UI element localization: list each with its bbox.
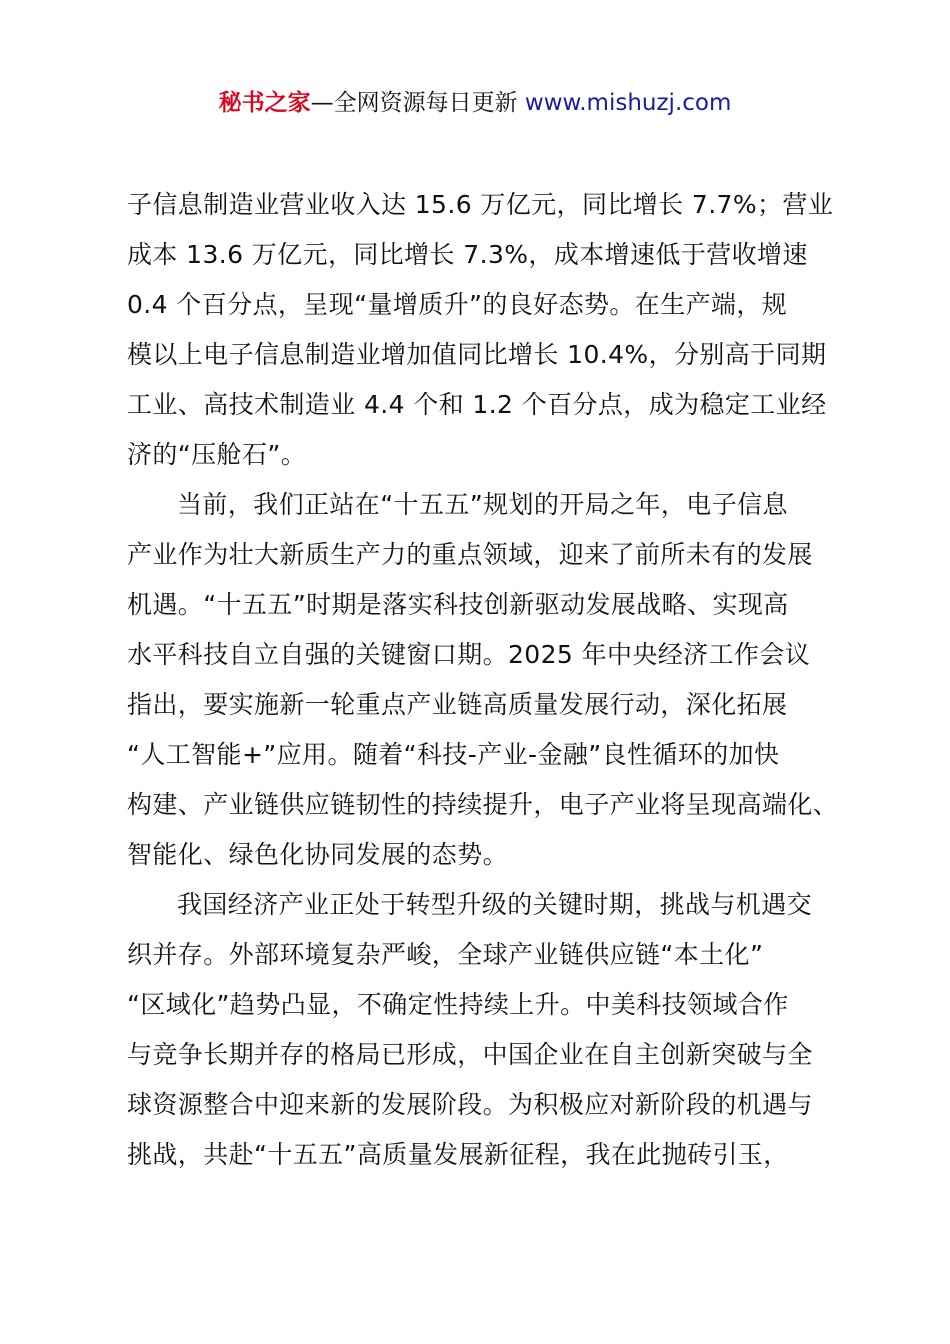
- text-line: 与竞争长期并存的格局已形成，中国企业在自主创新突破与全: [127, 1040, 813, 1069]
- text-line: 成本 13.6 万亿元，同比增长 7.3%，成本增速低于营收增速: [127, 240, 808, 269]
- document-body: [127, 180, 847, 1180]
- text-line: “区域化”趋势凸显，不确定性持续上升。中美科技领域合作: [127, 990, 789, 1019]
- text-line: 水平科技自立自强的关键窗口期。2025 年中央经济工作会议: [127, 640, 811, 669]
- text-line: 模以上电子信息制造业增加值同比增长 10.4%，分别高于同期: [127, 340, 827, 369]
- text-line: 0.4 个百分点，呈现“量增质升”的良好态势。在生产端，规: [127, 290, 788, 319]
- paragraph-first-line: 当前，我们正站在“十五五”规划的开局之年，电子信息: [177, 490, 788, 519]
- page-header: [0, 86, 950, 120]
- text-line: 织并存。外部环境复杂严峻，全球产业链供应链“本土化”: [127, 940, 764, 969]
- header-tagline: —全网资源每日更新: [310, 90, 525, 116]
- brand-name: 秘书之家: [218, 90, 311, 116]
- text-line: 球资源整合中迎来新的发展阶段。为积极应对新阶段的机遇与: [127, 1090, 813, 1119]
- text-line: 济的“压舱石”。: [127, 440, 307, 469]
- text-line: 机遇。“十五五”时期是落实科技创新驱动发展战略、实现高: [127, 590, 789, 619]
- text-line: 构建、产业链供应链韧性的持续提升，电子产业将呈现高端化、: [127, 790, 839, 819]
- text-line: 产业作为壮大新质生产力的重点领域，迎来了前所未有的发展: [127, 540, 813, 569]
- text-line: 工业、高技术制造业 4.4 个和 1.2 个百分点，成为稳定工业经: [127, 390, 827, 419]
- text-line: 指出，要实施新一轮重点产业链高质量发展行动，深化拓展: [127, 690, 788, 719]
- text-line: 子信息制造业营业收入达 15.6 万亿元，同比增长 7.7%；营业: [127, 190, 834, 219]
- paragraph-first-line: 我国经济产业正处于转型升级的关键时期，挑战与机遇交: [177, 890, 813, 919]
- text-line: 智能化、绿色化协同发展的态势。: [127, 840, 509, 869]
- site-url-link[interactable]: www.mishuzj.com: [524, 90, 732, 116]
- text-line: “人工智能+”应用。随着“科技-产业-金融”良性循环的加快: [127, 740, 780, 769]
- text-line: 挑战，共赴“十五五”高质量发展新征程，我在此抛砖引玉，: [127, 1140, 789, 1169]
